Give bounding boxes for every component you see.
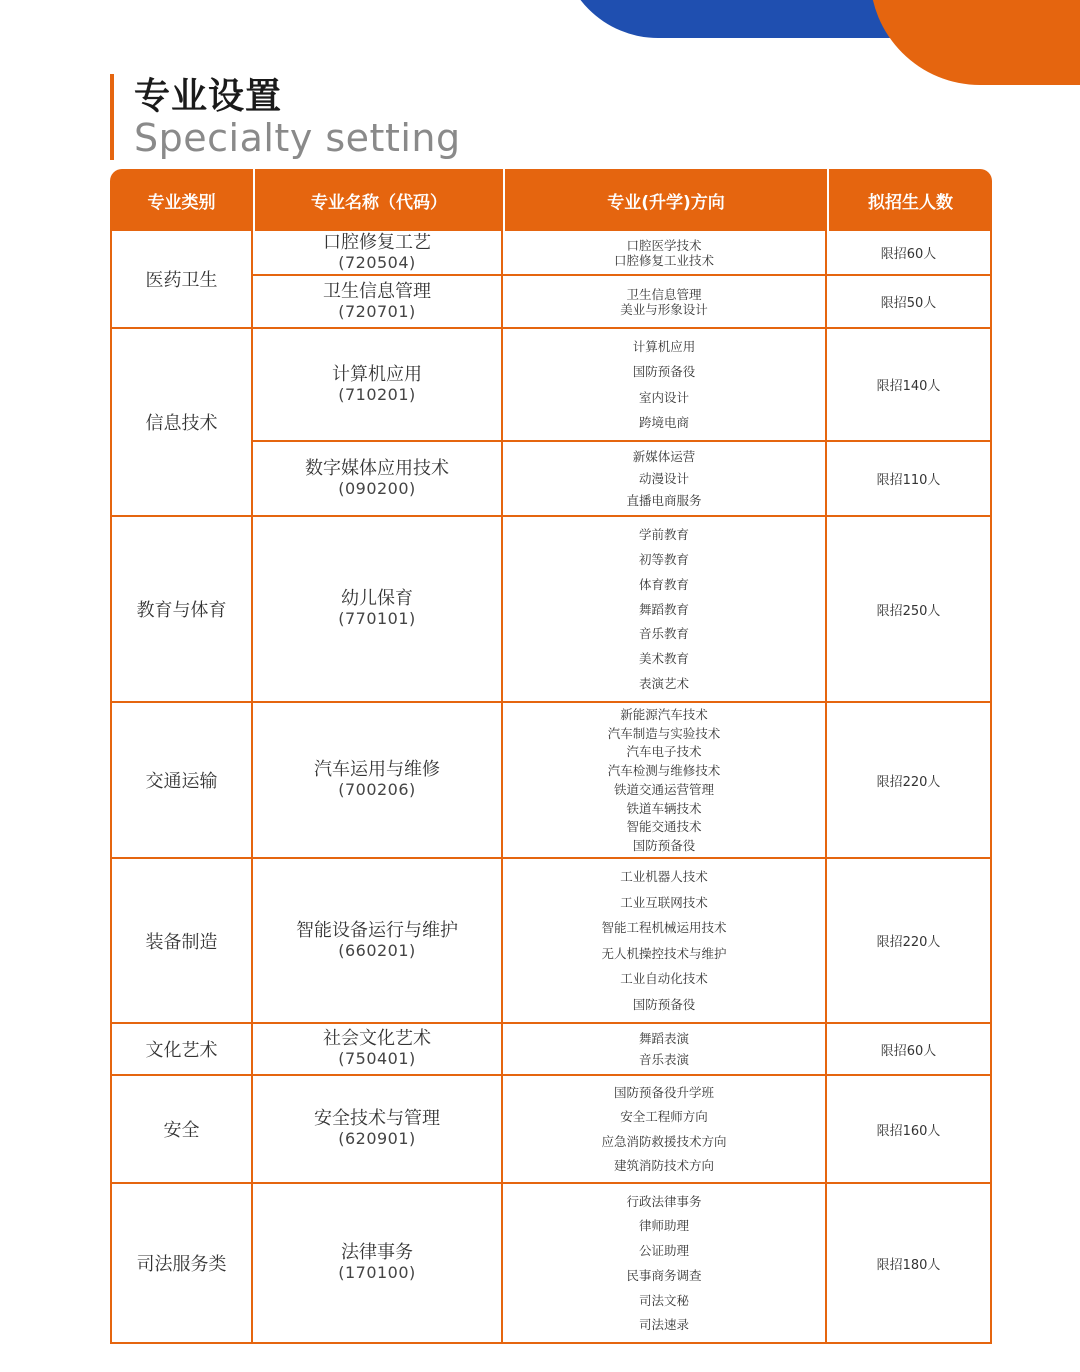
major-cell (253, 1184, 503, 1342)
category-cell: 安全 (112, 1076, 253, 1182)
quota-cell: 限招60人 (880, 247, 937, 262)
major-code: (710201) (338, 384, 416, 404)
major-cell (253, 517, 503, 701)
direction-item: 国防预备役 (632, 996, 696, 1012)
quota-cell: 限招140人 (876, 379, 941, 394)
table-row-group (112, 327, 990, 515)
quota-cell: 限招220人 (876, 935, 941, 950)
direction-cell (503, 1076, 827, 1182)
major-code: (700206) (338, 780, 416, 800)
major-code: (770101) (338, 609, 416, 629)
title-accent-bar (110, 74, 114, 160)
category-cell: 文化艺术 (112, 1024, 253, 1074)
direction-cell (503, 703, 827, 857)
direction-item: 律师助理 (638, 1218, 689, 1234)
header-quota: 拟招生人数 (827, 169, 992, 231)
table-row-group (112, 1022, 990, 1074)
direction-item: 初等教育 (638, 551, 689, 567)
direction-item: 口腔修复工业技术 (613, 252, 714, 268)
direction-item: 公证助理 (638, 1243, 689, 1259)
direction-item: 汽车电子技术 (626, 744, 702, 760)
direction-item: 国防预备役升学班 (613, 1085, 714, 1101)
direction-cell (503, 517, 827, 701)
table-row (253, 329, 990, 440)
major-cell (253, 231, 503, 274)
major-name: 数字媒体应用技术 (305, 457, 449, 479)
direction-item: 跨境电商 (638, 414, 689, 430)
major-name: 计算机应用 (332, 363, 422, 385)
major-name: 安全技术与管理 (314, 1108, 440, 1130)
table-row (253, 703, 990, 857)
page-title: 专业设置 (134, 76, 283, 117)
major-code: (720504) (338, 252, 416, 272)
direction-item: 舞蹈教育 (638, 601, 689, 617)
table-row (253, 274, 990, 327)
direction-item: 室内设计 (638, 389, 689, 405)
direction-item: 汽车检测与维修技术 (607, 763, 721, 779)
major-name: 社会文化艺术 (323, 1028, 431, 1050)
major-code: (620901) (338, 1129, 416, 1149)
major-name: 口腔修复工艺 (323, 231, 431, 253)
major-cell (253, 1076, 503, 1182)
header-direction: 专业(升学)方向 (503, 169, 827, 231)
category-cell: 司法服务类 (112, 1184, 253, 1342)
major-cell (253, 276, 503, 327)
table-row (253, 859, 990, 1022)
direction-item: 建筑消防技术方向 (613, 1157, 714, 1173)
major-cell (253, 442, 503, 515)
direction-item: 国防预备役 (632, 838, 696, 854)
direction-item: 工业自动化技术 (620, 971, 708, 987)
direction-item: 无人机操控技术与维护 (601, 945, 727, 961)
table-header (110, 169, 992, 231)
direction-cell (503, 231, 827, 274)
quota-cell: 限招180人 (876, 1257, 941, 1273)
direction-cell (503, 442, 827, 515)
direction-item: 直播电商服务 (626, 493, 702, 508)
direction-item: 表演艺术 (638, 676, 689, 692)
category-cell: 装备制造 (112, 859, 253, 1022)
category-cell: 交通运输 (112, 703, 253, 857)
direction-item: 工业互联网技术 (620, 894, 708, 910)
category-cell: 医药卫生 (112, 231, 253, 327)
table-body (110, 231, 992, 1344)
direction-item: 国防预备役 (632, 364, 696, 380)
direction-item: 美术教育 (638, 651, 689, 667)
direction-item: 安全工程师方向 (620, 1109, 708, 1125)
direction-item: 计算机应用 (632, 339, 696, 355)
direction-item: 行政法律事务 (626, 1193, 702, 1209)
direction-item: 民事商务调查 (626, 1267, 702, 1283)
table-row (253, 440, 990, 515)
direction-item: 音乐表演 (638, 1052, 689, 1068)
major-name: 汽车运用与维修 (314, 759, 440, 781)
major-code: (170100) (338, 1263, 416, 1283)
direction-item: 新能源汽车技术 (620, 706, 708, 722)
major-cell (253, 329, 503, 440)
page-subtitle: Specialty setting (134, 116, 461, 160)
direction-item: 体育教育 (638, 576, 689, 592)
table-row-group (112, 231, 990, 327)
direction-item: 美业与形象设计 (620, 301, 708, 317)
table-row (253, 1076, 990, 1182)
quota-cell: 限招110人 (876, 473, 941, 488)
table-row (253, 1184, 990, 1342)
header-category: 专业类别 (147, 192, 216, 213)
direction-cell (503, 1184, 827, 1342)
direction-item: 应急消防救援技术方向 (601, 1133, 727, 1149)
direction-item: 口腔医学技术 (626, 237, 702, 253)
header-major: 专业名称（代码） (253, 169, 503, 231)
direction-item: 卫生信息管理 (626, 286, 702, 302)
direction-item: 汽车制造与实验技术 (607, 725, 721, 741)
direction-item: 动漫设计 (638, 471, 689, 486)
direction-cell (503, 329, 827, 440)
decorative-orange-shape (870, 0, 1080, 85)
table-row-group (112, 1182, 990, 1342)
quota-cell: 限招50人 (880, 296, 937, 311)
table-row-group (112, 515, 990, 701)
major-code: (750401) (338, 1049, 416, 1069)
major-cell (253, 703, 503, 857)
direction-item: 舞蹈表演 (638, 1030, 689, 1046)
quota-cell: 限招250人 (876, 603, 941, 619)
major-cell (253, 1024, 503, 1074)
major-code: (660201) (338, 940, 416, 960)
direction-item: 铁道车辆技术 (626, 800, 702, 816)
table-row (253, 231, 990, 274)
category-cell: 教育与体育 (112, 517, 253, 701)
direction-item: 音乐教育 (638, 626, 689, 642)
table-row-group (112, 857, 990, 1022)
direction-cell (503, 276, 827, 327)
direction-item: 工业机器人技术 (620, 869, 708, 885)
direction-item: 司法文秘 (638, 1292, 689, 1308)
direction-cell (503, 859, 827, 1022)
table-row-group (112, 701, 990, 857)
direction-cell (503, 1024, 827, 1074)
direction-item: 智能工程机械运用技术 (601, 920, 727, 936)
major-code: (720701) (338, 301, 416, 321)
quota-cell: 限招60人 (880, 1043, 937, 1059)
major-name: 智能设备运行与维护 (296, 919, 458, 941)
major-code: (090200) (338, 478, 416, 498)
table-row (253, 517, 990, 701)
table-row (253, 1024, 990, 1074)
major-cell (253, 859, 503, 1022)
quota-cell: 限招160人 (876, 1123, 941, 1139)
table-row-group (112, 1074, 990, 1182)
direction-item: 学前教育 (638, 526, 689, 542)
direction-item: 铁道交通运营管理 (613, 781, 714, 797)
direction-item: 新媒体运营 (632, 449, 696, 464)
specialty-table (110, 169, 992, 1344)
direction-item: 智能交通技术 (626, 819, 702, 835)
quota-cell: 限招220人 (876, 774, 941, 790)
major-name: 幼儿保育 (341, 588, 413, 610)
direction-item: 司法速录 (638, 1317, 689, 1333)
major-name: 法律事务 (341, 1242, 413, 1264)
category-cell: 信息技术 (112, 329, 253, 515)
major-name: 卫生信息管理 (323, 280, 431, 302)
